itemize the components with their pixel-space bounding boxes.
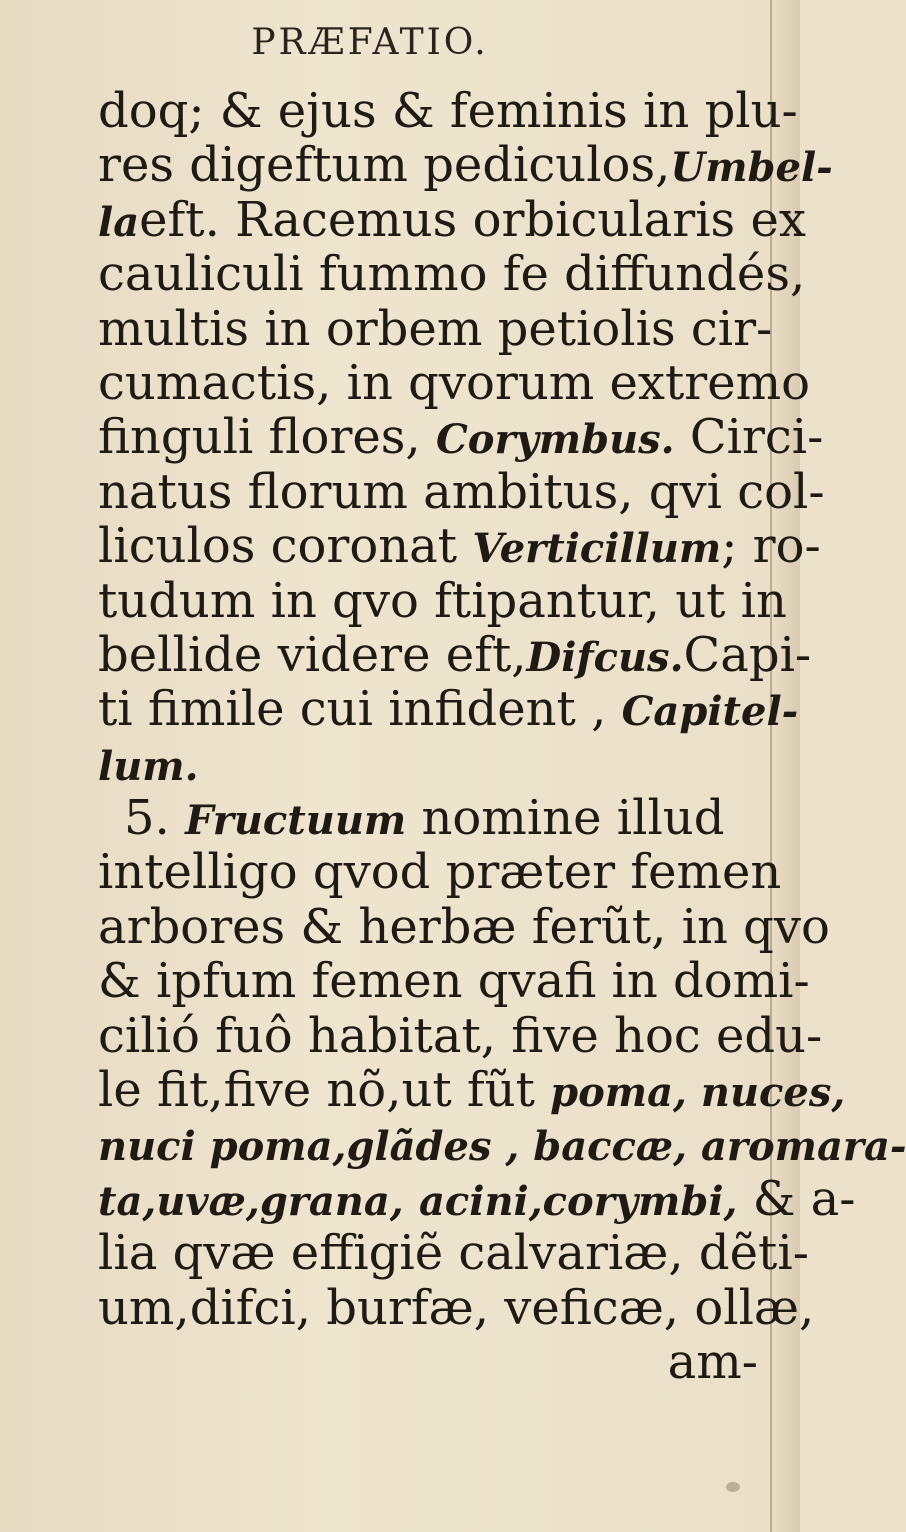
- text-segment: tudum in qvo ftipantur, ut in: [98, 572, 787, 629]
- text-segment: am-: [667, 1333, 758, 1390]
- text-line: [98, 681, 799, 738]
- text-line: [98, 1007, 823, 1064]
- text-line: [98, 898, 830, 955]
- text-line: [98, 626, 812, 683]
- text-segment: um,difci, burfæ, veficæ, ollæ,: [98, 1279, 815, 1336]
- text-segment: arbores & herbæ ferũt, in qvo: [98, 898, 830, 955]
- text-line: [98, 463, 825, 520]
- text-segment: cauliculi fummo fe diffundés,: [98, 246, 806, 303]
- text-segment: 5.: [124, 790, 186, 847]
- text-line: [98, 1225, 809, 1282]
- text-line: [98, 845, 788, 899]
- text-line: [98, 354, 811, 411]
- italic-term: acini,corymbi,: [419, 1177, 738, 1225]
- text-segment: & ipfum femen qvafi in domi-: [98, 953, 810, 1010]
- text-segment: lia qvæ effigiẽ calvariæ, dẽti-: [98, 1225, 809, 1282]
- italic-term: Umbel-: [670, 144, 833, 192]
- text-segment: ; ro-: [721, 518, 821, 575]
- text-line: [98, 1117, 906, 1171]
- text-segment: Capi-: [683, 626, 812, 683]
- ink-smudge: [726, 1482, 740, 1492]
- text-segment: natus florum ambitus, qvi col-: [98, 463, 825, 520]
- text-segment: cilió fuô habitat, five hoc edu-: [98, 1007, 823, 1064]
- italic-term: nuci poma,glãdes , baccæ, aromara-: [98, 1123, 906, 1171]
- text-segment: finguli flores,: [98, 409, 436, 466]
- text-segment: intelligo qvod præter femen: [98, 844, 782, 901]
- text-line: [98, 409, 824, 466]
- text-line: [98, 574, 788, 628]
- text-line: [98, 1170, 856, 1227]
- header-title: PRÆFATIO.: [251, 22, 489, 63]
- italic-term: Capitel-: [621, 688, 799, 736]
- text-segment: bellide videre eft,: [98, 626, 527, 683]
- text-segment: le fit,five nõ,ut fũt: [98, 1062, 551, 1119]
- text-line: [98, 1279, 815, 1336]
- text-line: [98, 302, 788, 356]
- italic-term: la: [98, 198, 140, 246]
- body-text: [98, 83, 906, 1390]
- text-segment: nomine illud: [406, 790, 725, 847]
- text-segment: [404, 1171, 419, 1227]
- italic-term: lum.: [98, 742, 199, 790]
- text-line: [98, 191, 806, 248]
- text-line: [98, 246, 806, 303]
- text-segment: eft. Racemus orbicularis ex: [139, 191, 806, 248]
- text-line: [98, 1062, 846, 1119]
- text-segment: ti fimile cui infident ,: [98, 681, 622, 738]
- italic-term: Verticillum: [472, 525, 722, 573]
- italic-term: Difcus.: [526, 633, 684, 681]
- text-line: [98, 83, 798, 139]
- italic-term: poma, nuces,: [550, 1069, 846, 1117]
- text-line: [98, 1335, 788, 1389]
- italic-term: Fructuum: [185, 797, 407, 845]
- text-segment: multis in orbem petiolis cir-: [98, 300, 773, 357]
- text-line: [98, 518, 821, 575]
- text-segment: res digeftum pediculos,: [98, 137, 671, 194]
- text-segment: Circi-: [674, 409, 824, 466]
- text-segment: & a-: [737, 1170, 856, 1227]
- text-segment: cumactis, in qvorum extremo: [98, 354, 811, 411]
- text-line: [98, 137, 833, 194]
- text-line: [98, 791, 788, 845]
- running-header: [0, 22, 800, 63]
- text-segment: doq; & ejus & feminis in plu-: [98, 83, 798, 139]
- text-segment: liculos coronat: [98, 518, 473, 575]
- italic-term: Corymbus.: [435, 416, 675, 464]
- italic-term: ta,uvæ,grana,: [98, 1177, 404, 1225]
- text-line: [98, 953, 810, 1010]
- text-line: [98, 737, 788, 791]
